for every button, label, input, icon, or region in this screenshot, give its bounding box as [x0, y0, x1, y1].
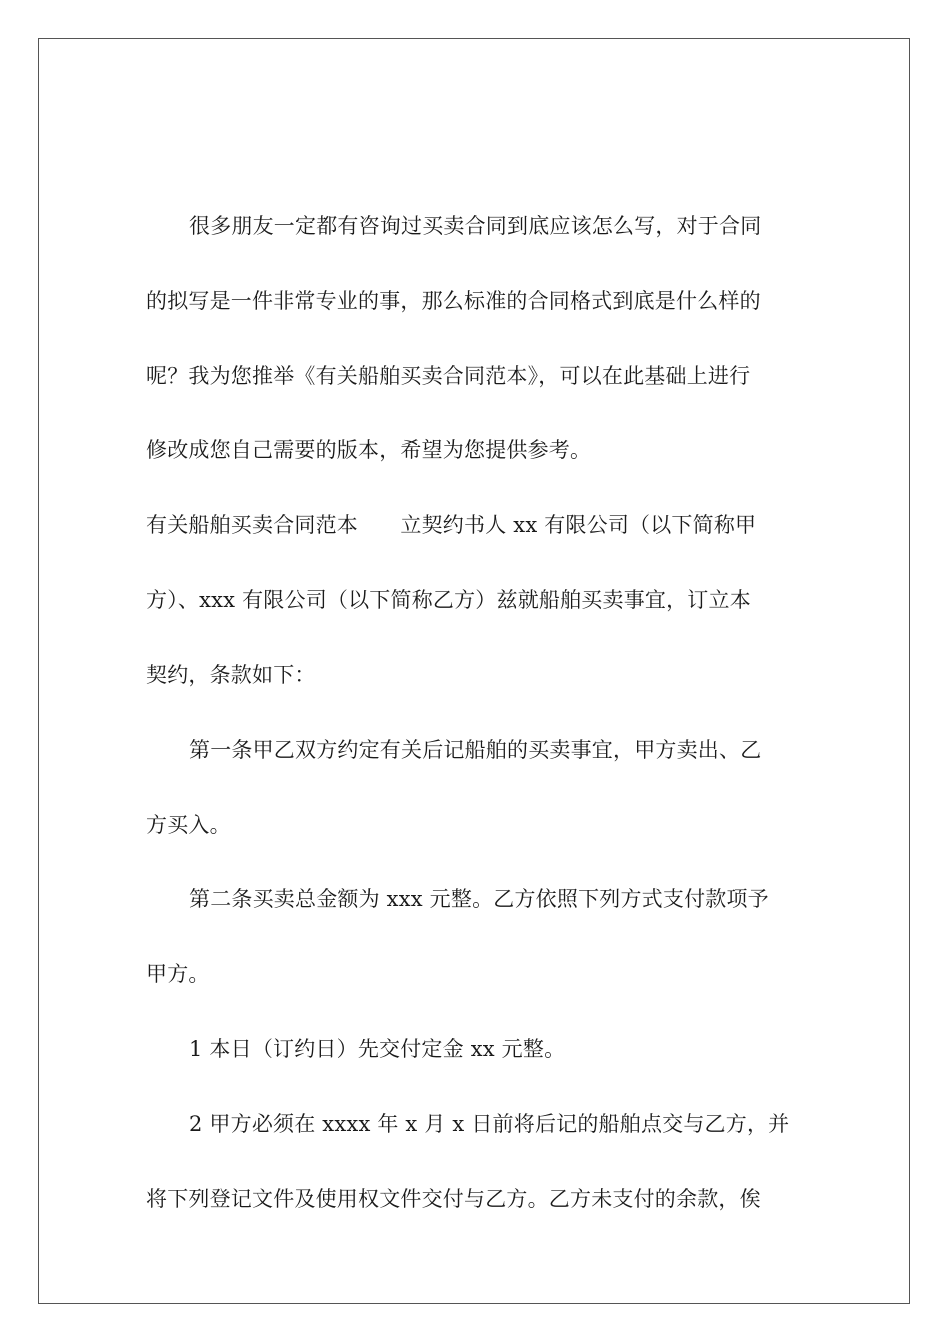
- contract-title-line: 有关船舶买卖合同范本 立契约书人 xx 有限公司（以下简称甲: [146, 513, 757, 537]
- parties-line-2: 方）、xxx 有限公司（以下简称乙方）兹就船舶买卖事宜，订立本: [146, 588, 751, 612]
- intro-paragraph-line-4: 修改成您自己需要的版本，希望为您提供参考。: [146, 438, 592, 462]
- article-2-line-1: 第二条买卖总金额为 xxx 元整。乙方依照下列方式支付款项予: [189, 887, 769, 911]
- clause-1-line: 1 本日（订约日）先交付定金 xx 元整。: [189, 1037, 566, 1061]
- intro-paragraph-line-2: 的拟写是一件非常专业的事，那么标准的合同格式到底是什么样的: [146, 289, 761, 313]
- article-2-line-2: 甲方。: [146, 962, 210, 986]
- article-1-line-2: 方买入。: [146, 813, 231, 837]
- intro-paragraph-line-3: 呢？我为您推举《有关船舶买卖合同范本》，可以在此基础上进行: [146, 364, 751, 388]
- clause-2-line-1: 2 甲方必须在 xxxx 年 x 月 x 日前将后记的船舶点交与乙方，并: [189, 1112, 790, 1136]
- clause-2-line-2: 将下列登记文件及使用权文件交付与乙方。乙方未支付的余款，俟: [146, 1187, 761, 1211]
- intro-paragraph-line-1: 很多朋友一定都有咨询过买卖合同到底应该怎么写，对于合同: [189, 214, 762, 238]
- parties-line-3: 契约，条款如下：: [146, 663, 316, 687]
- article-1-line-1: 第一条甲乙双方约定有关后记船舶的买卖事宜，甲方卖出、乙: [189, 738, 762, 762]
